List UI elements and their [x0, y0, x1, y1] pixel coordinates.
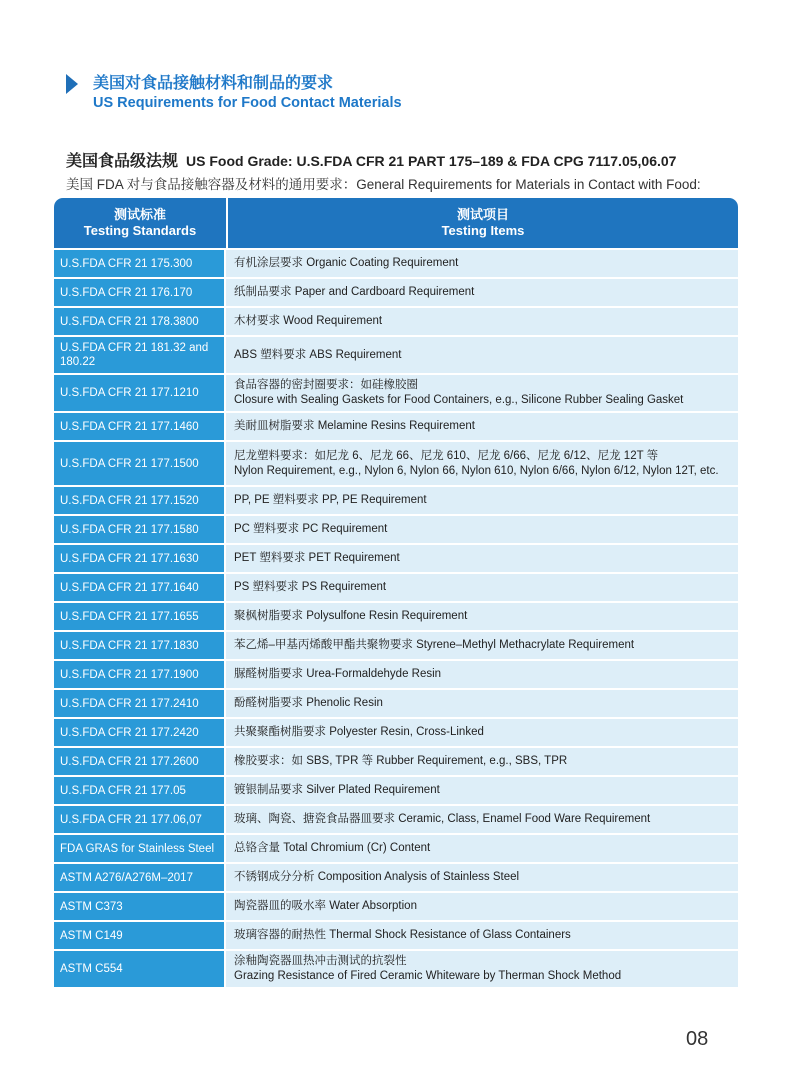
testing-item-line: 苯乙烯–甲基丙烯酸甲酯共聚物要求 Styrene–Methyl Methacrylate Requirement [234, 639, 635, 651]
testing-item-line: 纸制品要求 Paper and Cardboard Requirement [234, 286, 475, 298]
table-row [54, 440, 738, 485]
section-title [66, 148, 676, 171]
table-row [54, 775, 738, 804]
table-row [54, 949, 738, 987]
testing-item-cell [226, 545, 738, 572]
section-subtitle: 美国 FDA 对与食品接触容器及材料的通用要求：General Requirements for Materials in Contact with Food: [66, 177, 701, 192]
requirements-table [54, 198, 738, 1001]
table-row [54, 804, 738, 833]
section-title-en: US Food Grade: U.S.FDA CFR 21 PART 175–189 & FDA CPG 7117.05,06.07 [186, 153, 677, 169]
table-body [54, 248, 738, 987]
page-title-en: US Requirements for Food Contact Materials [93, 95, 402, 111]
testing-standard-cell: U.S.FDA CFR 21 177.1210 [54, 375, 226, 411]
testing-item-cell [226, 603, 738, 630]
testing-item-line-en: Closure with Sealing Gaskets for Food Containers, e.g., Silicone Rubber Sealing Gasket [234, 394, 684, 406]
testing-standard-cell: U.S.FDA CFR 21 177.05 [54, 777, 226, 804]
table-row [54, 862, 738, 891]
testing-item-cell [226, 777, 738, 804]
testing-item-line: 橡胶要求：如 SBS, TPR 等 Rubber Requirement, e.g., SBS, TPR [234, 755, 568, 767]
table-row [54, 514, 738, 543]
table-row [54, 248, 738, 277]
table-row [54, 688, 738, 717]
testing-item-cell [226, 516, 738, 543]
testing-item-line: 聚枫树脂要求 Polysulfone Resin Requirement [234, 610, 468, 622]
table-row [54, 306, 738, 335]
table-row [54, 630, 738, 659]
table-row [54, 601, 738, 630]
testing-item-cell [226, 375, 738, 411]
testing-item-cell [226, 719, 738, 746]
table-row [54, 411, 738, 440]
table-row [54, 920, 738, 949]
testing-item-cell [226, 632, 738, 659]
testing-standard-cell: U.S.FDA CFR 21 177.1640 [54, 574, 226, 601]
testing-item-cell [226, 337, 738, 373]
testing-item-cell [226, 661, 738, 688]
testing-standard-cell: U.S.FDA CFR 21 177.1520 [54, 487, 226, 514]
testing-item-cell [226, 864, 738, 891]
table-row [54, 572, 738, 601]
testing-item-line: 脲醛树脂要求 Urea-Formaldehyde Resin [234, 668, 442, 680]
testing-item-cell [226, 250, 738, 277]
testing-standard-cell: U.S.FDA CFR 21 177.2410 [54, 690, 226, 717]
testing-item-line: 总铬含量 Total Chromium (Cr) Content [234, 842, 431, 854]
testing-standard-cell: U.S.FDA CFR 21 177.1655 [54, 603, 226, 630]
testing-item-cell [226, 574, 738, 601]
table-row [54, 373, 738, 411]
table-row [54, 659, 738, 688]
testing-item-line: 尼龙塑料要求：如尼龙 6、尼龙 66、尼龙 610、尼龙 6/66、尼龙 6/12、尼龙 12T 等 [234, 449, 659, 462]
testing-item-line: 涂釉陶瓷器皿热冲击测试的抗裂性 [234, 955, 407, 967]
testing-standard-cell: U.S.FDA CFR 21 177.1460 [54, 413, 226, 440]
testing-item-cell [226, 279, 738, 306]
testing-standard-cell: U.S.FDA CFR 21 177.1900 [54, 661, 226, 688]
testing-standard-cell: U.S.FDA CFR 21 177.06,07 [54, 806, 226, 833]
header-testing-standards [54, 198, 228, 248]
testing-item-line: PET 塑料要求 PET Requirement [234, 552, 400, 564]
table-row [54, 833, 738, 862]
header-cn: 测试项目 [456, 207, 509, 222]
testing-item-line: 有机涂层要求 Organic Coating Requirement [234, 257, 459, 269]
testing-standard-cell: U.S.FDA CFR 21 177.2600 [54, 748, 226, 775]
header-testing-items [228, 198, 738, 248]
testing-standard-cell: U.S.FDA CFR 21 177.1500 [54, 442, 226, 485]
page-number: 08 [686, 1028, 709, 1050]
header-en: Testing Standards [83, 223, 197, 238]
testing-item-cell [226, 487, 738, 514]
testing-standard-cell: U.S.FDA CFR 21 177.1830 [54, 632, 226, 659]
testing-item-cell [226, 690, 738, 717]
testing-item-line: 木材要求 Wood Requirement [234, 315, 383, 327]
testing-item-cell [226, 922, 738, 949]
header-cn: 测试标准 [113, 207, 166, 222]
table-row [54, 277, 738, 306]
testing-item-cell [226, 442, 738, 485]
testing-item-cell [226, 951, 738, 987]
testing-standard-cell: U.S.FDA CFR 21 181.32 and 180.22 [54, 337, 226, 373]
testing-standard-cell: U.S.FDA CFR 21 177.2420 [54, 719, 226, 746]
testing-item-cell [226, 413, 738, 440]
table-row [54, 891, 738, 920]
testing-item-line: 食品容器的密封圈要求：如硅橡胶圈 [234, 379, 418, 391]
testing-item-cell [226, 893, 738, 920]
testing-standard-cell: ASTM C554 [54, 951, 226, 987]
testing-item-line-en: Nylon Requirement, e.g., Nylon 6, Nylon 66, Nylon 610, Nylon 6/66, Nylon 6/12, Nylon 12T, etc. [234, 464, 719, 477]
testing-item-line: 陶瓷器皿的吸水率 Water Absorption [234, 900, 417, 912]
testing-item-line: PC 塑料要求 PC Requirement [234, 523, 388, 535]
testing-item-line: 玻璃、陶瓷、搪瓷食品器皿要求 Ceramic, Class, Enamel Food Ware Requirement [234, 813, 651, 825]
table-row [54, 543, 738, 572]
testing-standard-cell: ASTM C149 [54, 922, 226, 949]
testing-standard-cell: U.S.FDA CFR 21 176.170 [54, 279, 226, 306]
testing-item-cell [226, 308, 738, 335]
testing-item-line: PP, PE 塑料要求 PP, PE Requirement [234, 494, 427, 506]
testing-item-line: PS 塑料要求 PS Requirement [234, 581, 387, 593]
testing-standard-cell: U.S.FDA CFR 21 178.3800 [54, 308, 226, 335]
testing-item-line: 玻璃容器的耐热性 Thermal Shock Resistance of Glass Containers [234, 929, 571, 941]
testing-item-line: 不锈钢成分分析 Composition Analysis of Stainless Steel [234, 871, 520, 883]
testing-standard-cell: U.S.FDA CFR 21 175.300 [54, 250, 226, 277]
table-row [54, 335, 738, 373]
testing-standard-cell: U.S.FDA CFR 21 177.1580 [54, 516, 226, 543]
page-title-cn: 美国对食品接触材料和制品的要求 [93, 73, 334, 92]
table-header [54, 198, 738, 248]
section-title-cn: 美国食品级法规 [66, 151, 179, 170]
testing-item-line: 美耐皿树脂要求 Melamine Resins Requirement [234, 420, 475, 432]
testing-item-line: 镀银制品要求 Silver Plated Requirement [234, 784, 440, 796]
testing-item-line: 酚醛树脂要求 Phenolic Resin [234, 697, 383, 709]
testing-item-line: 共聚聚酯树脂要求 Polyester Resin, Cross-Linked [234, 726, 484, 738]
testing-item-line-en: Grazing Resistance of Fired Ceramic Whiteware by Therman Shock Method [234, 970, 622, 982]
testing-standard-cell: FDA GRAS for Stainless Steel [54, 835, 226, 862]
testing-standard-cell: ASTM C373 [54, 893, 226, 920]
header-en: Testing Items [441, 223, 525, 238]
testing-item-line: ABS 塑料要求 ABS Requirement [234, 348, 402, 361]
table-row [54, 485, 738, 514]
table-row [54, 717, 738, 746]
testing-item-cell [226, 806, 738, 833]
testing-standard-cell: U.S.FDA CFR 21 177.1630 [54, 545, 226, 572]
testing-standard-cell: ASTM A276/A276M–2017 [54, 864, 226, 891]
testing-item-cell [226, 748, 738, 775]
table-row [54, 746, 738, 775]
testing-item-cell [226, 835, 738, 862]
triangle-arrow-icon [66, 74, 78, 94]
